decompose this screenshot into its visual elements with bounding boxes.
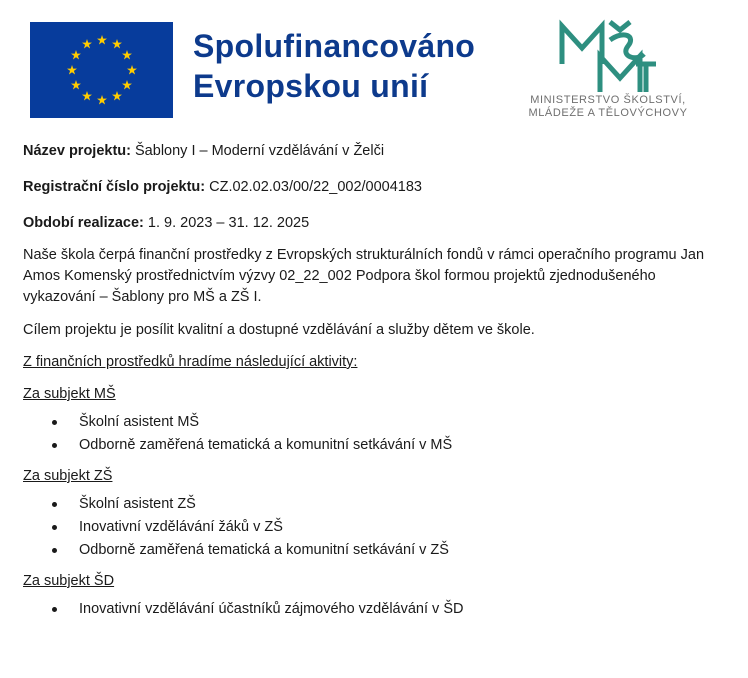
- eu-star-icon: [71, 50, 81, 60]
- list-item: Inovativní vzdělávání účastníků zájmového vzdělávání v ŠD: [23, 598, 728, 621]
- cofunding-text: [193, 26, 475, 106]
- registration-label: Registrační číslo projektu:: [23, 179, 206, 195]
- implementation-period: [23, 214, 728, 232]
- intro-paragraph: Naše škola čerpá finanční prostředky z Evropských strukturálních fondů v rámci operačního programu Jan Amos Komenský prostřednictvím výzvy 02_22_002 Podpora škol formou projektů zjednodušeného vykazování – Šablony pro MŠ a ZŠ I.: [23, 247, 705, 305]
- section-list-sd: [23, 598, 728, 621]
- activities-heading: Z finančních prostředků hradíme následující aktivity:: [23, 354, 358, 370]
- section-heading-sd: Za subjekt ŠD: [23, 573, 115, 589]
- eu-star-icon: [97, 95, 107, 105]
- eu-star-icon: [122, 50, 132, 60]
- list-item: Školní asistent ZŠ: [23, 493, 728, 516]
- period-label: Období realizace:: [23, 215, 144, 231]
- list-item: Školní asistent MŠ: [23, 411, 728, 434]
- eu-star-icon: [112, 91, 122, 101]
- project-name: [23, 142, 728, 160]
- list-item: Inovativní vzdělávání žáků v ZŠ: [23, 516, 728, 539]
- eu-star-icon: [67, 65, 77, 75]
- msmt-line-2: MLÁDEŽE A TĚLOVÝCHOVY: [528, 107, 688, 119]
- registration-value: CZ.02.02.03/00/22_002/0004183: [205, 179, 422, 195]
- msmt-logo-icon: [552, 18, 662, 96]
- goal-paragraph: Cílem projektu je posílit kvalitní a dostupné vzdělávání a služby dětem ve škole.: [23, 322, 535, 338]
- cofunding-line-1: Spolufinancováno: [193, 28, 476, 64]
- eu-star-icon: [82, 39, 92, 49]
- section-list-zs: [23, 493, 728, 562]
- section-heading-ms: Za subjekt MŠ: [23, 386, 116, 402]
- list-item: Odborně zaměřená tematická a komunitní setkávání v MŠ: [23, 434, 728, 457]
- project-info: [23, 140, 728, 621]
- section-heading-zs: Za subjekt ZŠ: [23, 468, 113, 484]
- section-list-ms: [23, 411, 728, 457]
- eu-star-icon: [127, 65, 137, 75]
- msmt-name: [508, 94, 708, 120]
- cofunding-line-2: Evropskou unií: [193, 68, 429, 104]
- list-item: Odborně zaměřená tematická a komunitní setkávání v ZŠ: [23, 539, 728, 562]
- eu-star-icon: [112, 39, 122, 49]
- eu-flag-icon: [30, 22, 173, 118]
- eu-star-icon: [82, 91, 92, 101]
- eu-star-icon: [97, 35, 107, 45]
- registration-number: [23, 178, 728, 196]
- eu-star-icon: [122, 80, 132, 90]
- period-value: 1. 9. 2023 – 31. 12. 2025: [143, 215, 310, 231]
- cofunding-banner: [0, 0, 748, 128]
- msmt-line-1: MINISTERSTVO ŠKOLSTVÍ,: [530, 94, 686, 106]
- project-name-value: Šablony I – Moderní vzdělávání v Želči: [130, 143, 385, 159]
- project-name-label: Název projektu:: [23, 143, 131, 159]
- eu-star-icon: [71, 80, 81, 90]
